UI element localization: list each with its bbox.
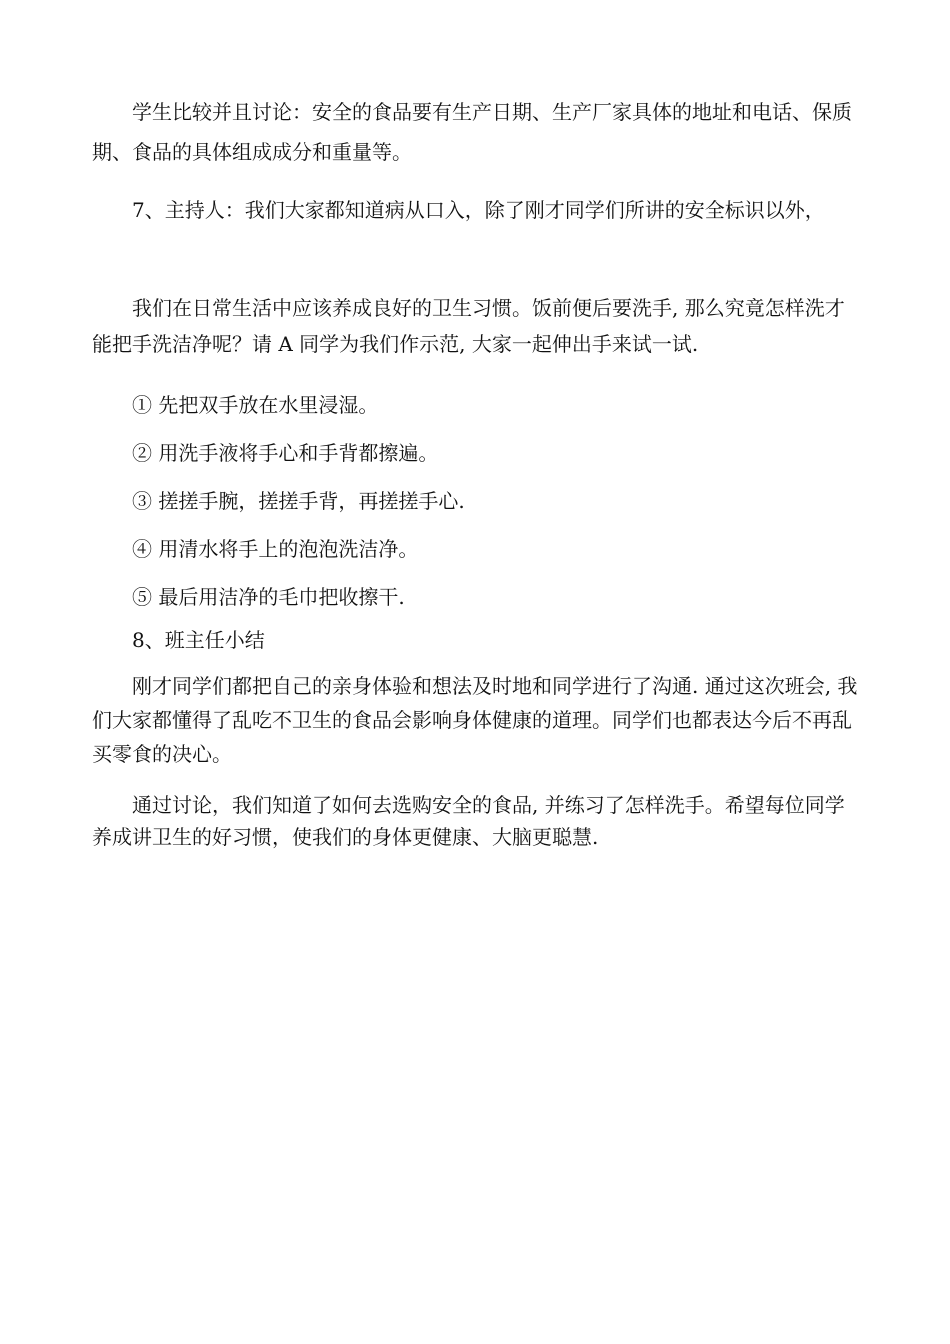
paragraph-summary: 刚才同学们都把自己的亲身体验和想法及时地和同学进行了沟通. 通过这次班会, 我们大家都懂得了乱吃不卫生的食品会影响身体健康的道理。同学们也都表达今后不再乱买零食的决心。 [92, 674, 858, 766]
paragraph-host-7: 7、主持人：我们大家都知道病从口入，除了刚才同学们所讲的安全标识以外， [132, 198, 825, 222]
step-5: ⑤ 最后用洁净的毛巾把收擦干. [132, 585, 405, 609]
step-4: ④ 用清水将手上的泡泡洗洁净。 [132, 537, 419, 561]
step-1: ① 先把双手放在水里浸湿。 [132, 393, 379, 417]
step-3: ③ 搓搓手腕，搓搓手背，再搓搓手心. [132, 489, 465, 513]
paragraph-handwashing-intro: 我们在日常生活中应该养成良好的卫生习惯。饭前便后要洗手, 那么究竟怎样洗才能把手洗洁净呢？请 A 同学为我们作示范, 大家一起伸出手来试一试. [92, 296, 845, 356]
paragraph-discussion: 学生比较并且讨论：安全的食品要有生产日期、生产厂家具体的地址和电话、保质期、食品的具体组成成分和重量等。 [92, 100, 852, 164]
section-8-heading: 8、班主任小结 [132, 628, 265, 652]
step-2: ② 用洗手液将手心和手背都擦遍。 [132, 441, 439, 465]
paragraph-conclusion: 通过讨论，我们知道了如何去选购安全的食品, 并练习了怎样洗手。希望每位同学养成讲卫生的好习惯，使我们的身体更健康、大脑更聪慧. [92, 793, 845, 849]
